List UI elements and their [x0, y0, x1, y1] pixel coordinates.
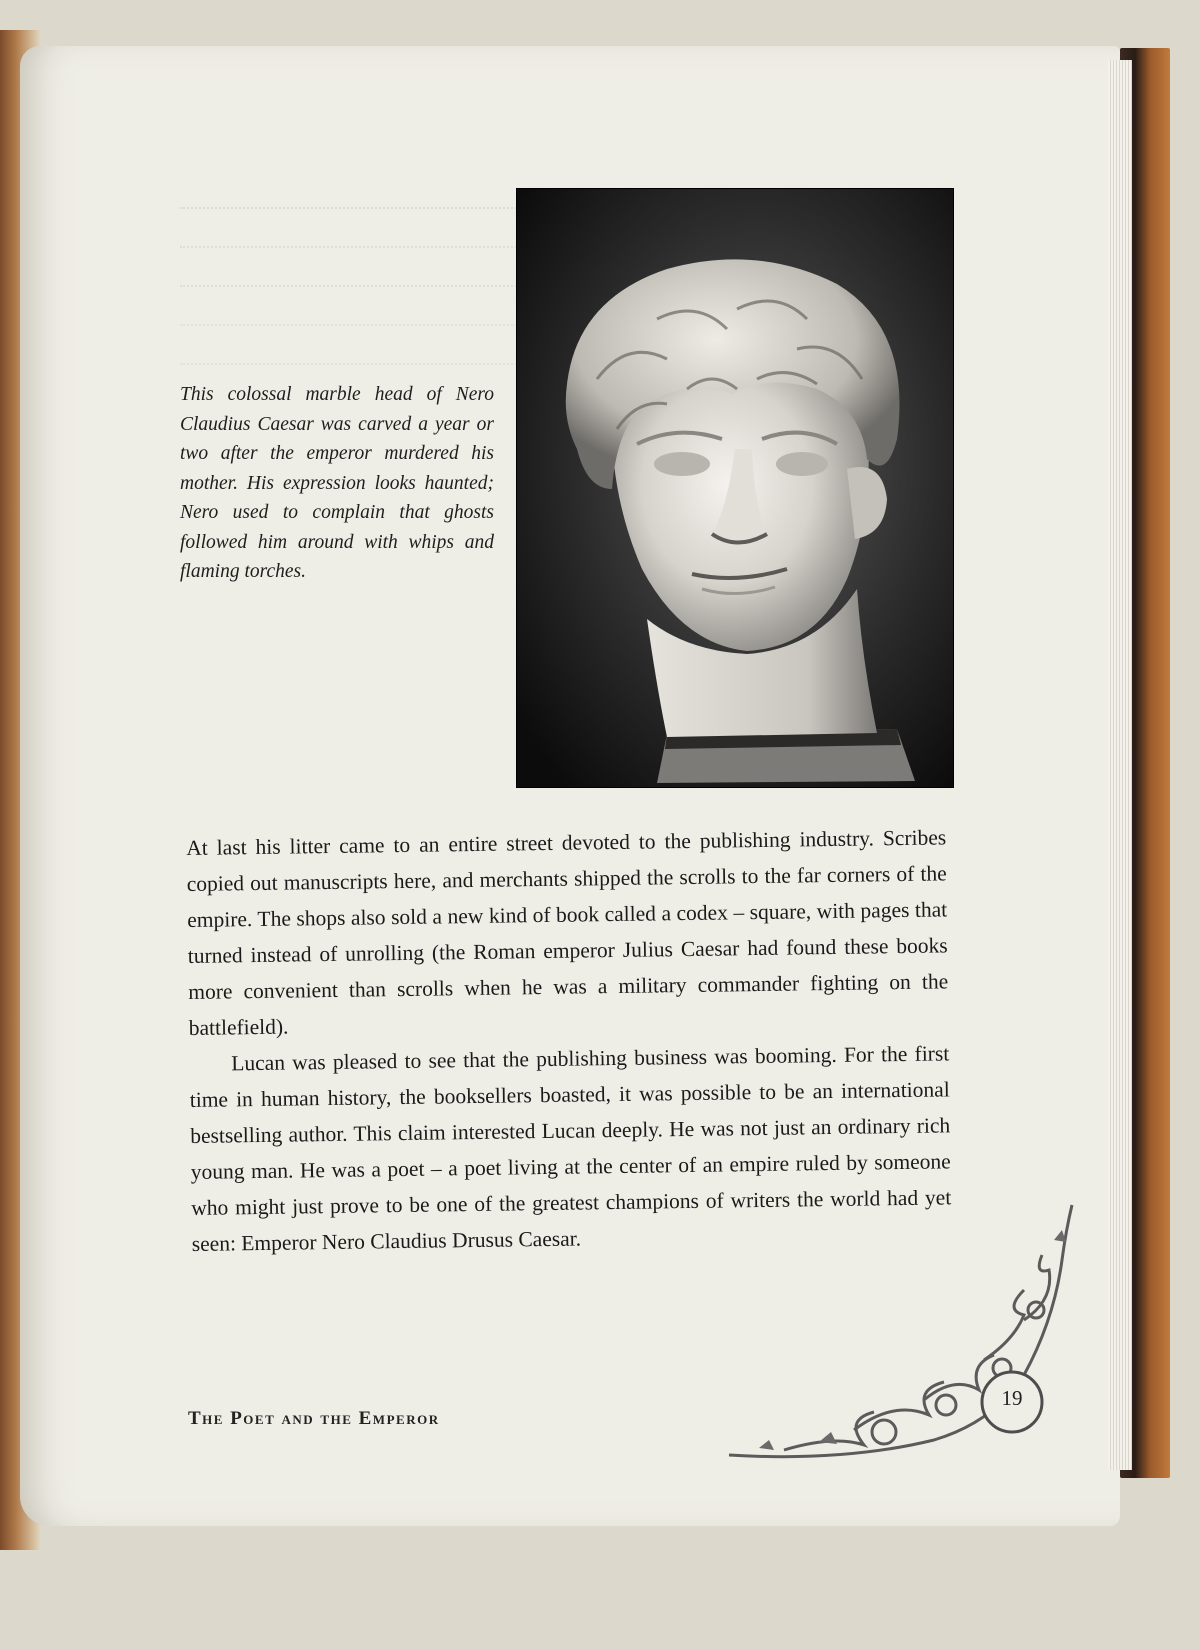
body-text	[186, 819, 952, 1262]
paragraph: Lucan was pleased to see that the publishing business was booming. For the first time in human history, the booksellers boasted, it was possible to be an international bestselling author. This claim interested Lucan deeply. He was not just an ordinary rich young man. He was a poet – a poet living at the center of an empire ruled by someone who might just prove to be one of the greatest champions of writers the world had yet seen: Emperor Nero Claudius Drusus Caesar.	[189, 1041, 952, 1256]
paragraph: At last his litter came to an entire street devoted to the publishing industry. Scribes copied out manuscripts here, and merchants shipped the scrolls to the far corners of the empire. The shops also sold a new kind of book called a codex – square, with pages that turned instead of unrolling (the Roman emperor Julius Caesar had found these books more convenient than scrolls when he was a military commander fighting on the battlefield).	[186, 825, 949, 1040]
running-title: The Poet and the Emperor	[188, 1408, 440, 1429]
decorative-scroll-ornament	[724, 1200, 1084, 1470]
page-edges	[1108, 60, 1132, 1470]
bust-illustration	[517, 189, 953, 787]
page-number: 19	[1001, 1386, 1023, 1410]
photo-caption: This colossal marble head of Nero Claudius Caesar was carved a year or two after the emperor murdered his mother. His expression looks haunted; Nero used to complain that ghosts followed him around with whips and flaming torches.	[180, 384, 494, 582]
marble-head-photograph	[516, 188, 954, 788]
